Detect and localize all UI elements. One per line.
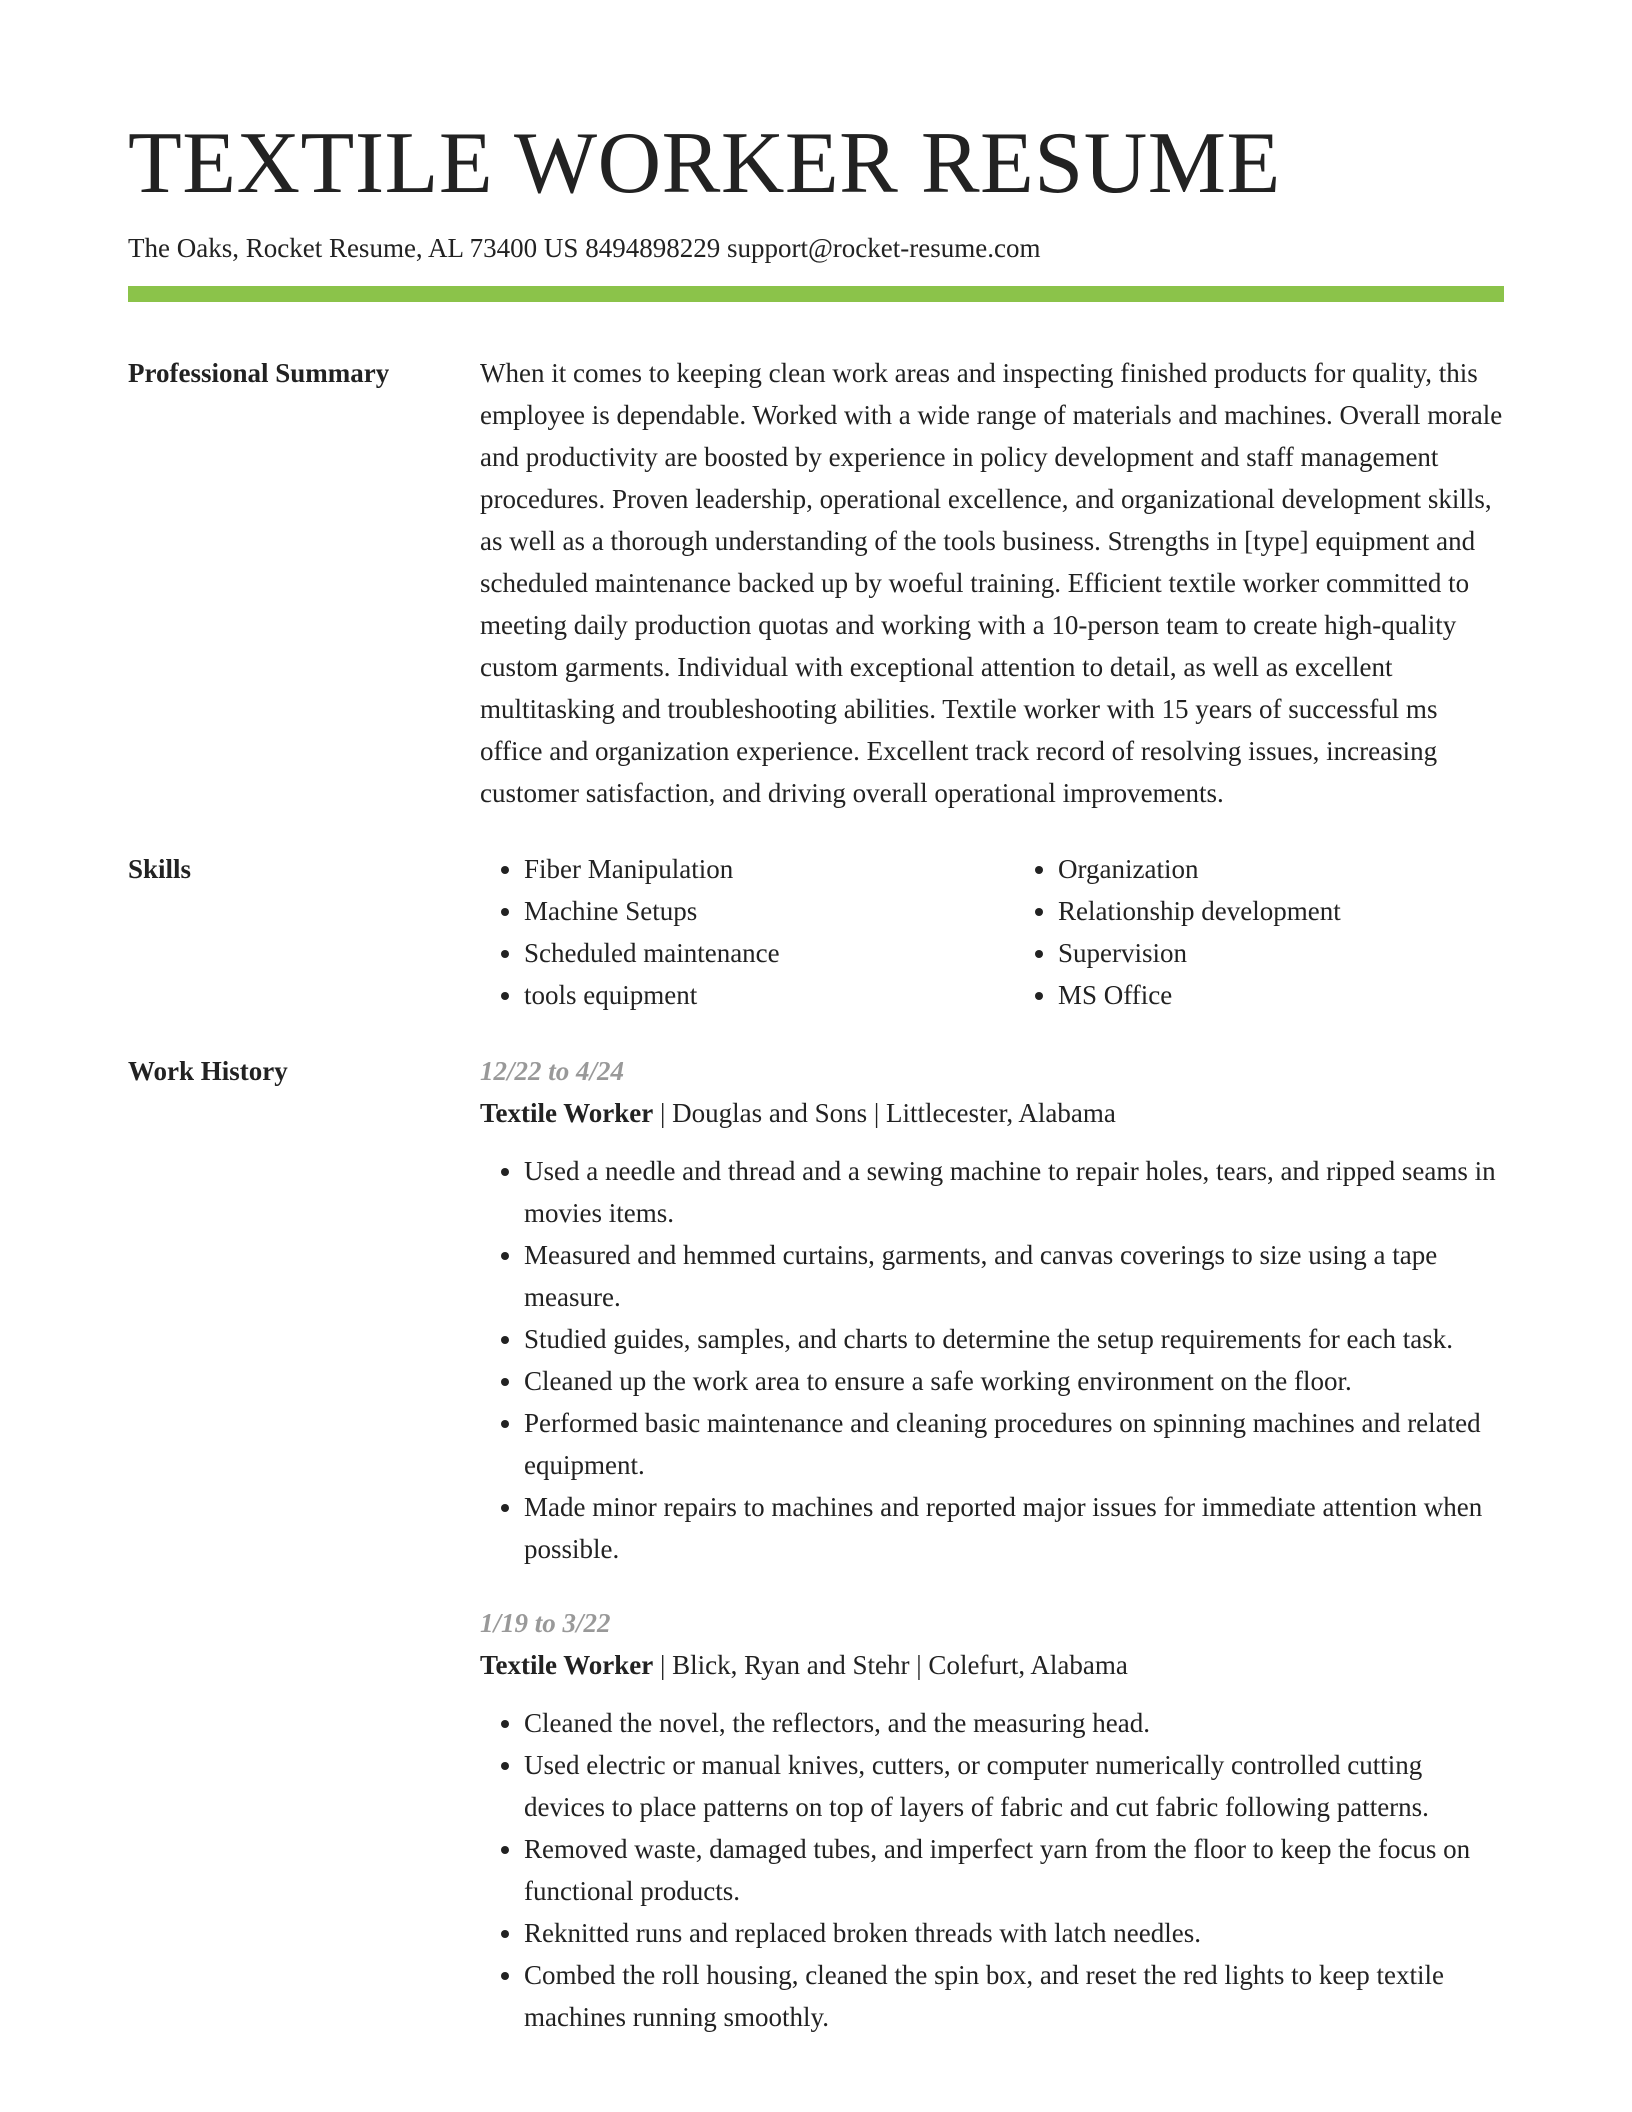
job-bullet: • Reknitted runs and replaced broken threads with latch needles.: [524, 1912, 1504, 1954]
skill-item: • tools equipment: [524, 974, 970, 1016]
skill-item: • Scheduled maintenance: [524, 932, 970, 974]
skills-column-2: [1014, 848, 1504, 1016]
job-bullet: • Used electric or manual knives, cutters, or computer numerically controlled cutting devices to place patterns on top of layers of fabric and cut fabric following patterns.: [524, 1744, 1504, 1828]
summary-body: [480, 352, 1504, 814]
job-title: Textile Worker: [480, 1650, 654, 1681]
skill-item: • Fiber Manipulation: [524, 848, 970, 890]
job-heading: [480, 1092, 1504, 1134]
skills-label: Skills: [128, 854, 192, 885]
job-details: | Douglas and Sons | Littlecester, Alabama: [653, 1098, 1116, 1129]
skill-item: • Supervision: [1058, 932, 1504, 974]
summary-section: [128, 352, 1504, 814]
job-bullet: • Removed waste, damaged tubes, and imperfect yarn from the floor to keep the focus on functional products.: [524, 1828, 1504, 1912]
job-heading: [480, 1644, 1504, 1686]
job-bullet: • Cleaned up the work area to ensure a safe working environment on the floor.: [524, 1360, 1504, 1402]
job-details: | Blick, Ryan and Stehr | Colefurt, Alabama: [653, 1650, 1128, 1681]
contact-line: The Oaks, Rocket Resume, AL 73400 US 8494898229 support@rocket-resume.com: [128, 233, 1041, 263]
job-bullet: • Combed the roll housing, cleaned the spin box, and reset the red lights to keep textile machines running smoothly.: [524, 1954, 1504, 2038]
work-history-section: [128, 1050, 1504, 2038]
skills-section: [128, 848, 1504, 1016]
summary-label: Professional Summary: [128, 358, 390, 389]
summary-text: When it comes to keeping clean work areas and inspecting finished products for quality, this employee is dependable. Worked with a wide range of materials and machines. Overall morale and productivity are boosted by experience in policy development and staff management procedures. Proven leadership, operational excellence, and organizational development skills, as well as a thorough understanding of the tools business. Strengths in [type] equipment and scheduled maintenance backed up by woeful training. Efficient textile worker committed to meeting daily production quotas and working with a 10-person team to create high-quality custom garments. Individual with exceptional attention to detail, as well as excellent multitasking and troubleshooting abilities. Textile worker with 15 years of successful ms office and organization experience. Excellent track record of resolving issues, increasing customer satisfaction, and driving overall operational improvements.: [480, 358, 1503, 809]
job-bullet: • Measured and hemmed curtains, garments, and canvas coverings to size using a tape measure.: [524, 1234, 1504, 1318]
skill-item: • Organization: [1058, 848, 1504, 890]
job-title: Textile Worker: [480, 1098, 654, 1129]
resume-title: TEXTILE WORKER RESUME: [128, 115, 1281, 212]
job-dates: 12/22 to 4/24: [480, 1056, 625, 1087]
job-bullet: • Performed basic maintenance and cleaning procedures on spinning machines and related equipment.: [524, 1402, 1504, 1486]
job-dates: 1/19 to 3/22: [480, 1608, 611, 1639]
skill-item: • Machine Setups: [524, 890, 970, 932]
skills-body: [480, 848, 1504, 1016]
skill-item: • Relationship development: [1058, 890, 1504, 932]
job-entry: [480, 1602, 1504, 2038]
accent-divider: [128, 286, 1504, 302]
work-history-body: [480, 1050, 1504, 2038]
job-bullet: • Made minor repairs to machines and reported major issues for immediate attention when possible.: [524, 1486, 1504, 1570]
job-entry: [480, 1050, 1504, 1570]
job-bullets: [480, 1150, 1504, 1570]
job-bullet: • Cleaned the novel, the reflectors, and the measuring head.: [524, 1702, 1504, 1744]
job-bullet: • Used a needle and thread and a sewing machine to repair holes, tears, and ripped seams in movies items.: [524, 1150, 1504, 1234]
skill-item: • MS Office: [1058, 974, 1504, 1016]
skills-column-1: [480, 848, 970, 1016]
job-bullets: [480, 1702, 1504, 2038]
work-history-label: Work History: [128, 1056, 288, 1087]
job-bullet: • Studied guides, samples, and charts to determine the setup requirements for each task.: [524, 1318, 1504, 1360]
